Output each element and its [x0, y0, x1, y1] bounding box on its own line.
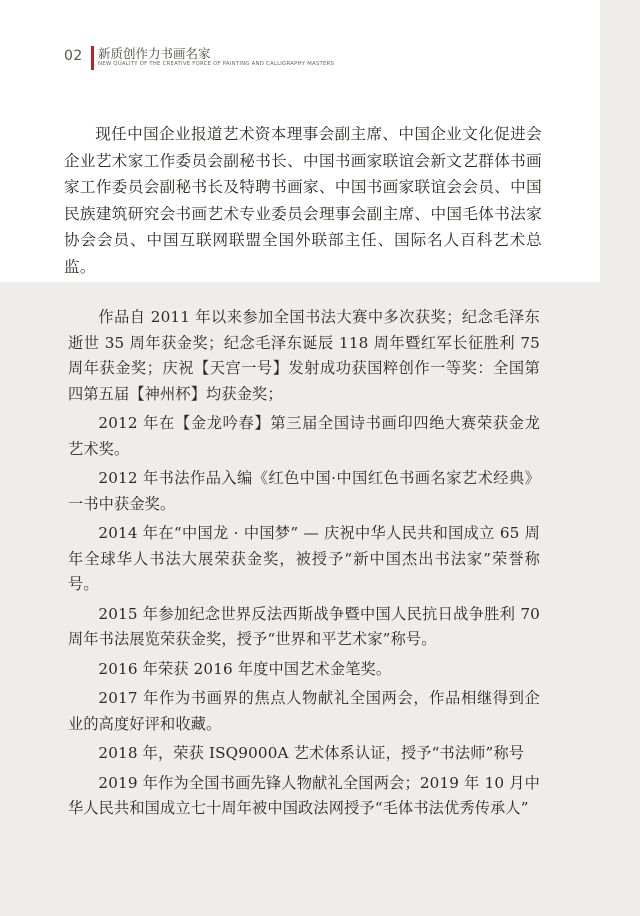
intro-panel [0, 0, 600, 282]
award-item: 作品自 2011 年以来参加全国书法大赛中多次获奖；纪念毛泽东逝世 35 周年获金奖；纪念毛泽东诞辰 118 周年暨红军长征胜利 75 周年获金奖；庆祝【天宫一号】发射成功获国粹创作一等奖：全国第四第五届【神州杯】均获金奖； [68, 308, 540, 403]
page-number: 02 [64, 48, 83, 64]
award-item: 2017 年作为书画界的焦点人物献礼全国两会，作品相继得到企业的高度好评和收藏。 [68, 689, 540, 733]
award-item: 2014 年在“中国龙 · 中国梦” — 庆祝中华人民共和国成立 65 周年全球华人书法大展荣获金奖，被授予“新中国杰出书法家”荣誉称号。 [68, 524, 540, 593]
awards-list [68, 305, 540, 826]
award-item: 2016 年荣获 2016 年度中国艺术金笔奖。 [98, 659, 392, 678]
intro-paragraph: 现任中国企业报道艺术资本理事会副主席、中国企业文化促进会企业艺术家工作委员会副秘书长、中国书画家联谊会新文艺群体书画家工作委员会副秘书长及特聘书画家、中国书画家联谊会会员、中国民族建筑研究会书画艺术专业委员会理事会副主席、中国毛体书法家协会会员、中国互联网联盟全国外联部主任、国际名人百科艺术总监。 [64, 125, 542, 276]
header-subtitle: NEW QUALITY OF THE CREATIVE FORCE OF PAINTING AND CALLIGRAPHY MASTERS [98, 61, 335, 67]
header-title: 新质创作力书画名家 [98, 46, 211, 61]
award-item: 2015 年参加纪念世界反法西斯战争暨中国人民抗日战争胜利 70 周年书法展览荣获金奖，授予“世界和平艺术家”称号。 [68, 604, 540, 648]
award-item: 2018 年，荣获 ISQ9000A 艺术体系认证，授予“书法师”称号 [98, 744, 525, 762]
award-item: 2019 年作为全国书画先锋人物献礼全国两会；2019 年 10 月中华人民共和国成立七十周年被中国政法网授予“毛体书法优秀传承人” [68, 773, 540, 817]
award-item: 2012 年在【金龙吟春】第三届全国诗书画印四绝大赛荣获金龙艺术奖。 [68, 414, 540, 458]
award-item: 2012 年书法作品入编《红色中国·中国红色书画名家艺术经典》一书中获金奖。 [68, 469, 540, 513]
header-accent-bar [91, 46, 94, 70]
